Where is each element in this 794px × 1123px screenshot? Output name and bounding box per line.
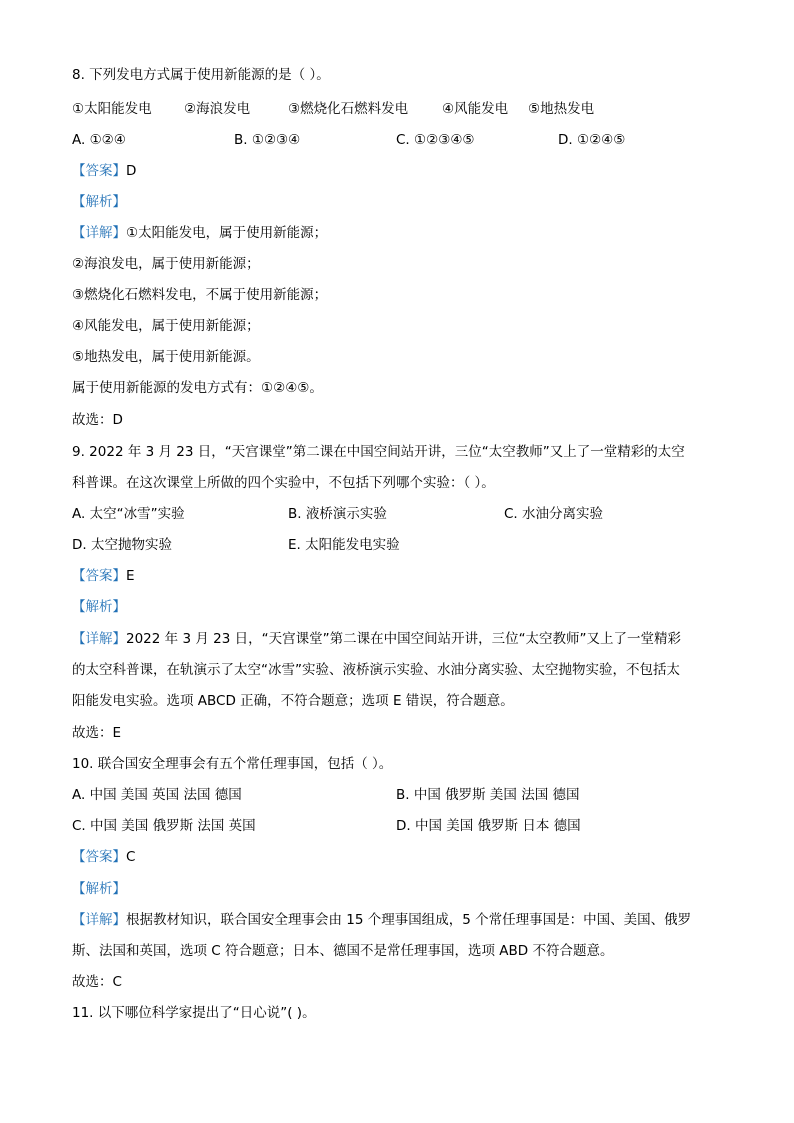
q8-stem: 8. 下列发电方式属于使用新能源的是（ ）。 xyxy=(72,67,330,83)
q8-item-3: ③燃烧化石燃料发电 xyxy=(288,101,409,117)
q9-detail-3: 阳能发电实验。选项 ABCD 正确，不符合题意；选项 E 错误，符合题意。 xyxy=(72,693,514,709)
detail-tag: 【详解】 xyxy=(72,631,126,647)
q11-stem: 11. 以下哪位科学家提出了“日心说”( )。 xyxy=(72,1005,316,1021)
q8-detail-6: 属于使用新能源的发电方式有：①②④⑤。 xyxy=(72,380,323,396)
q8-option-b: B. ①②③④ xyxy=(234,132,301,148)
q8-option-c: C. ①②③④⑤ xyxy=(396,132,475,148)
q9-option-b: B. 液桥演示实验 xyxy=(288,506,387,522)
answer-value: D xyxy=(126,163,137,179)
q10-option-b: B. 中国 俄罗斯 美国 法国 德国 xyxy=(396,787,580,803)
detail-tag: 【详解】 xyxy=(72,912,126,928)
answer-value: E xyxy=(126,568,135,584)
q8-answer xyxy=(72,162,136,180)
q8-option-a: A. ①②④ xyxy=(72,132,126,148)
q9-analysis-tag: 【解析】 xyxy=(72,599,126,615)
detail-text: 根据教材知识，联合国安全理事会由 15 个理事国组成，5 个常任理事国是：中国、美国、俄罗 xyxy=(126,912,692,928)
q8-item-4: ④风能发电 xyxy=(442,101,509,117)
q8-analysis-tag: 【解析】 xyxy=(72,194,126,210)
detail-tag: 【详解】 xyxy=(72,225,126,241)
q10-option-a: A. 中国 美国 英国 法国 德国 xyxy=(72,787,242,803)
q9-conclusion: 故选：E xyxy=(72,725,122,741)
q8-detail-5: ⑤地热发电，属于使用新能源。 xyxy=(72,349,260,365)
q9-option-e: E. 太阳能发电实验 xyxy=(288,537,400,553)
q10-option-d: D. 中国 美国 俄罗斯 日本 德国 xyxy=(396,818,581,834)
q9-answer xyxy=(72,567,135,585)
q9-stem-line1: 9. 2022 年 3 月 23 日，“天宫课堂”第二课在中国空间站开讲，三位“太空教师”又上了一堂精彩的太空 xyxy=(72,444,685,460)
q8-detail-4: ④风能发电，属于使用新能源； xyxy=(72,318,260,334)
answer-tag: 【答案】 xyxy=(72,568,126,584)
q10-conclusion: 故选：C xyxy=(72,974,122,990)
q10-detail-2: 斯、法国和英国，选项 C 符合题意；日本、德国不是常任理事国，选项 ABD 不符合题意。 xyxy=(72,943,614,959)
q9-detail-2: 的太空科普课，在轨演示了太空“冰雪”实验、液桥演示实验、水油分离实验、太空抛物实验，不包括太 xyxy=(72,662,680,678)
q8-detail-1 xyxy=(72,224,327,242)
q9-option-d: D. 太空抛物实验 xyxy=(72,537,172,553)
q9-detail-1 xyxy=(72,630,681,648)
q9-option-a: A. 太空“冰雪”实验 xyxy=(72,506,185,522)
q10-option-c: C. 中国 美国 俄罗斯 法国 英国 xyxy=(72,818,256,834)
q8-detail-2: ②海浪发电，属于使用新能源； xyxy=(72,256,260,272)
q8-option-d: D. ①②④⑤ xyxy=(558,132,626,148)
q10-analysis-tag: 【解析】 xyxy=(72,881,126,897)
q10-answer xyxy=(72,848,135,866)
q10-stem: 10. 联合国安全理事会有五个常任理事国，包括（ ）。 xyxy=(72,756,393,772)
q8-item-1: ①太阳能发电 xyxy=(72,101,152,117)
answer-tag: 【答案】 xyxy=(72,849,126,865)
q9-option-c: C. 水油分离实验 xyxy=(504,506,604,522)
q10-detail-1 xyxy=(72,911,691,929)
q8-conclusion: 故选：D xyxy=(72,412,123,428)
answer-tag: 【答案】 xyxy=(72,163,126,179)
detail-text: 2022 年 3 月 23 日，“天宫课堂”第二课在中国空间站开讲，三位“太空教师”又上了一堂精彩 xyxy=(126,631,682,647)
q9-stem-line2: 科普课。在这次课堂上所做的四个实验中，不包括下列哪个实验：（ ）。 xyxy=(72,475,495,491)
q8-item-5: ⑤地热发电 xyxy=(528,101,595,117)
answer-value: C xyxy=(126,849,136,865)
q8-detail-3: ③燃烧化石燃料发电，不属于使用新能源； xyxy=(72,287,328,303)
q8-item-2: ②海浪发电 xyxy=(184,101,251,117)
detail-text: ①太阳能发电，属于使用新能源； xyxy=(126,225,328,241)
